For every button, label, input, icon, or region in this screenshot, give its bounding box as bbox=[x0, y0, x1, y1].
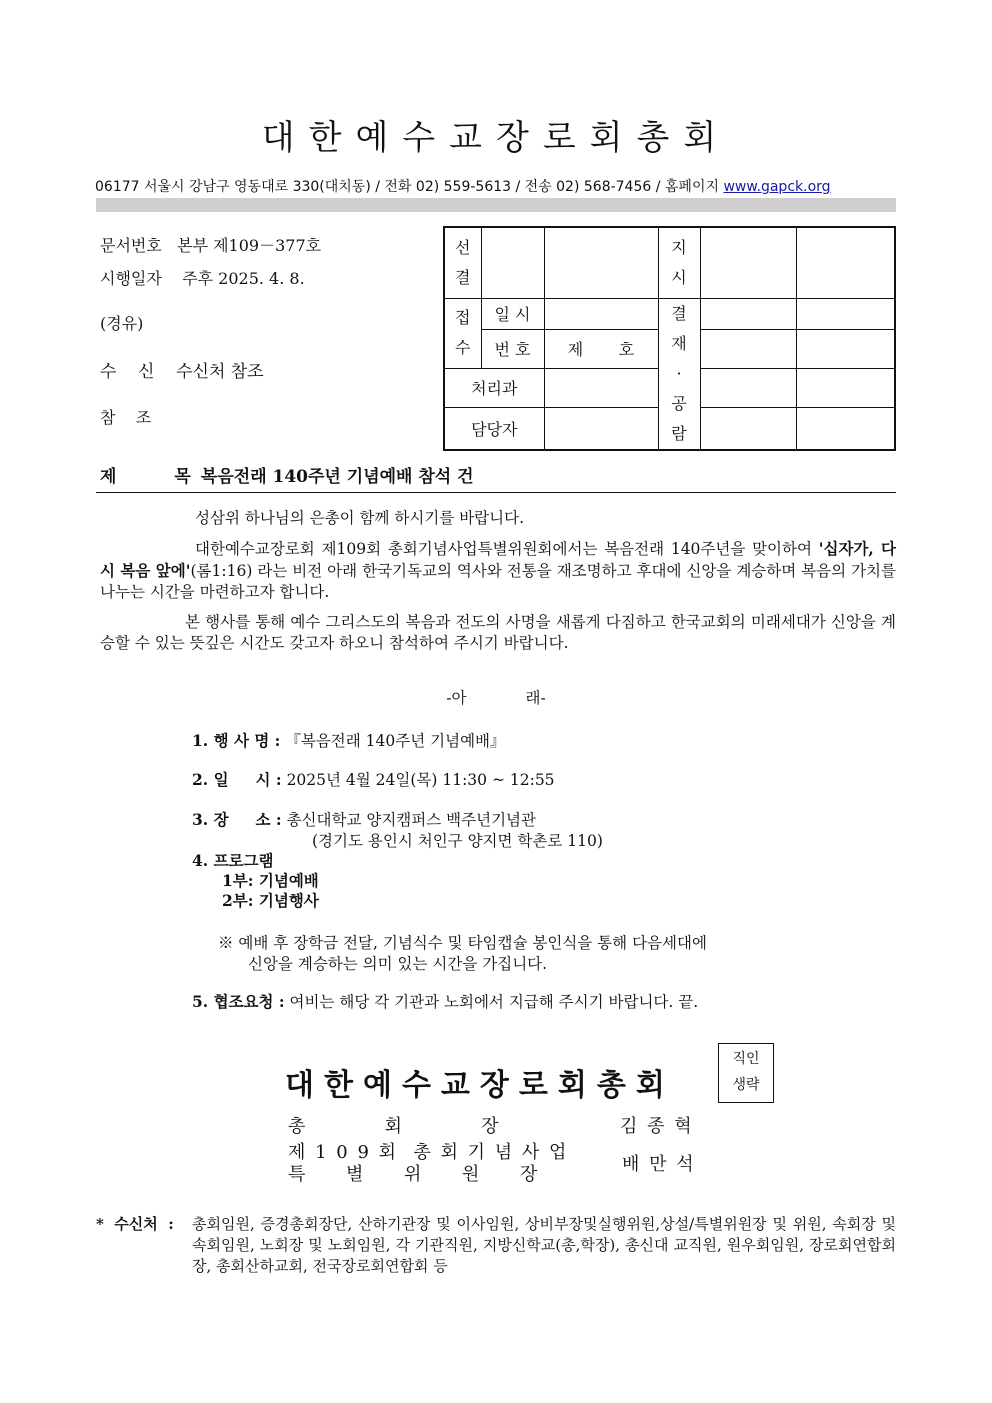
blank-cell bbox=[700, 298, 796, 329]
venue-value: 총신대학교 양지캠퍼스 백주년기념관 bbox=[286, 811, 536, 829]
invitation-paragraph: 본 행사를 통해 예수 그리스도의 복음과 전도의 사명을 새롭게 다짐하고 한국교회의 미래세대가 신앙을 계승할 수 있는 뜻깊은 시간도 갖고자 하오니 참석하여 주시기 바랍니다. bbox=[100, 613, 896, 652]
je-label: 제 bbox=[567, 340, 584, 360]
seongyeol-cell bbox=[444, 227, 481, 298]
cooperation-item bbox=[192, 990, 698, 1012]
contact-address bbox=[95, 176, 831, 196]
ilsi-label: 일 시 bbox=[494, 305, 531, 325]
damdangja-label: 담당자 bbox=[471, 419, 518, 439]
event-name-label: 1. 행 사 명 : bbox=[192, 731, 281, 750]
blank-cell bbox=[481, 227, 544, 298]
purpose-paragraph bbox=[100, 538, 896, 603]
seal-text-1: 직인 bbox=[732, 1051, 760, 1067]
program-heading bbox=[192, 849, 273, 871]
datetime-item bbox=[192, 768, 555, 790]
seal-box bbox=[718, 1043, 774, 1103]
venue-item bbox=[192, 808, 536, 830]
beonho-label: 번 호 bbox=[494, 340, 531, 360]
doc-no-label: 문서번호 bbox=[100, 236, 162, 255]
signature-organization: 대한예수교장로회총회 bbox=[285, 1068, 675, 1103]
issue-date bbox=[100, 266, 305, 289]
date-label: 시행일자 bbox=[100, 269, 162, 288]
moderator-title: 총 회 장 bbox=[288, 1116, 501, 1137]
event-name-item bbox=[192, 729, 506, 751]
date-value: 주후 2025. 4. 8. bbox=[182, 269, 305, 288]
gyeoljae-label: 결 재 · 공 람 bbox=[671, 303, 687, 443]
below-heading: -아 래- bbox=[446, 689, 546, 707]
jisi-label: 지 시 bbox=[671, 237, 687, 287]
gyeoljae-cell bbox=[658, 298, 700, 450]
program-part-2 bbox=[222, 889, 319, 911]
beonho-cell bbox=[481, 329, 544, 368]
note-line-1: ※ 예배 후 장학금 전달, 기념식수 및 타임캡슐 봉인식을 통해 다음세대에 bbox=[218, 934, 707, 952]
blank-cell bbox=[796, 329, 895, 368]
organization-title: 대한예수교장로회총회 bbox=[261, 118, 731, 158]
recipient-value: 수신처 참조 bbox=[176, 362, 264, 382]
blank-cell bbox=[700, 408, 796, 450]
recipient-label: 수 신 bbox=[100, 362, 155, 382]
homepage-link[interactable]: www.gapck.org bbox=[723, 179, 831, 195]
body-text bbox=[100, 508, 896, 654]
damdangja-cell bbox=[444, 408, 544, 450]
recipients-list: 총회임원, 증경총회장단, 산하기관장 및 이사임원, 상비부장및실행위원,상설/특별위원장 및 위원, 속회장 및 속회임원, 노회장 및 노회임원, 각 기관직원, 지방신학교(총,학장), 총신대 교직원, 원우회임원, 장로회연합회장, 총회산하교회, 전국장로회연합회 등 bbox=[192, 1215, 896, 1275]
ho-label: 호 bbox=[618, 340, 635, 360]
approval-table bbox=[443, 226, 896, 451]
blank-cell bbox=[796, 298, 895, 329]
part-2-text: 2부: 기념행사 bbox=[222, 891, 319, 910]
jisi-cell bbox=[658, 227, 700, 298]
blank-cell bbox=[796, 408, 895, 450]
recipients-label: * 수신처 : bbox=[96, 1215, 174, 1233]
moderator-name: 김 종 혁 bbox=[620, 1116, 694, 1137]
cheorigwa-label: 처리과 bbox=[471, 379, 518, 399]
event-name-value: 『복음전래 140주년 기념예배』 bbox=[285, 732, 506, 750]
reference-label: 참 조 bbox=[100, 408, 152, 427]
datetime-value: 2025년 4월 24일(목) 11:30 ~ 12:55 bbox=[286, 771, 555, 789]
committee-chair-name: 배 만 석 bbox=[622, 1154, 696, 1175]
venue-address: (경기도 용인시 처인구 양지면 학촌로 110) bbox=[312, 832, 603, 850]
part-1-text: 1부: 기념예배 bbox=[222, 871, 319, 890]
purpose-text-b: (롬1:16) 라는 비전 아래 한국기독교의 역사와 전통을 재조명하고 후대에 신앙을 계승하며 복음의 가치를 나누는 시간을 마련하고자 합니다. bbox=[100, 562, 896, 601]
cooperation-label: 5. 협조요청 : bbox=[192, 992, 285, 1011]
blank-cell bbox=[700, 227, 796, 298]
greeting-paragraph: 성삼위 하나님의 은총이 함께 하시기를 바랍니다. bbox=[195, 509, 525, 527]
jeopsu-label: 접 수 bbox=[455, 308, 471, 357]
seongyeol-label: 선 결 bbox=[455, 237, 471, 287]
purpose-text-a: 대한예수교장로회 제109회 총회기념사업특별위원회에서는 복음전래 140주년을 맞이하여 bbox=[195, 540, 819, 558]
jeopsu-cell bbox=[444, 298, 481, 368]
header-divider-bar bbox=[96, 198, 896, 212]
subject-line bbox=[100, 462, 474, 487]
via-label: (경유) bbox=[100, 314, 144, 333]
blank-cell bbox=[544, 408, 658, 450]
seal-text-2: 생략 bbox=[732, 1077, 760, 1093]
ilsi-cell bbox=[481, 298, 544, 329]
subject-label: 제 목 bbox=[100, 467, 217, 487]
blank-cell bbox=[544, 227, 658, 298]
cooperation-value: 여비는 해당 각 기관과 노회에서 지급해 주시기 바랍니다. 끝. bbox=[289, 993, 699, 1011]
blank-cell bbox=[796, 227, 895, 298]
blank-cell bbox=[700, 368, 796, 408]
datetime-label: 2. 일 시 : bbox=[192, 770, 282, 789]
blank-cell bbox=[544, 298, 658, 329]
cheorigwa-cell bbox=[444, 368, 544, 408]
vision-slogan: '십자가, 다시 복음 앞에' bbox=[100, 539, 896, 580]
committee-title-1: 제 1 0 9 회 총 회 기 념 사 업 bbox=[288, 1142, 569, 1163]
subject-underline bbox=[96, 492, 896, 493]
recipient bbox=[100, 357, 264, 382]
address-text: 06177 서울시 강남구 영동대로 330(대치동) / 전화 02) 559-5613 / 전송 02) 568-7456 / 홈페이지 bbox=[95, 179, 724, 195]
program-part-1 bbox=[222, 869, 319, 891]
committee-title-2: 특 별 위 원 장 bbox=[288, 1164, 540, 1185]
blank-cell bbox=[796, 368, 895, 408]
blank-cell bbox=[700, 329, 796, 368]
doc-no-value: 본부 제109－377호 bbox=[177, 236, 322, 255]
document-number bbox=[100, 233, 321, 256]
note-line-2: 신앙을 계승하는 의미 있는 시간을 가집니다. bbox=[248, 955, 548, 973]
je-ho-cell bbox=[544, 329, 658, 368]
program-label: 4. 프로그램 bbox=[192, 851, 274, 870]
subject-text: 복음전래 140주년 기념예배 참석 건 bbox=[200, 467, 474, 487]
blank-cell bbox=[544, 368, 658, 408]
venue-label: 3. 장 소 : bbox=[192, 810, 282, 829]
